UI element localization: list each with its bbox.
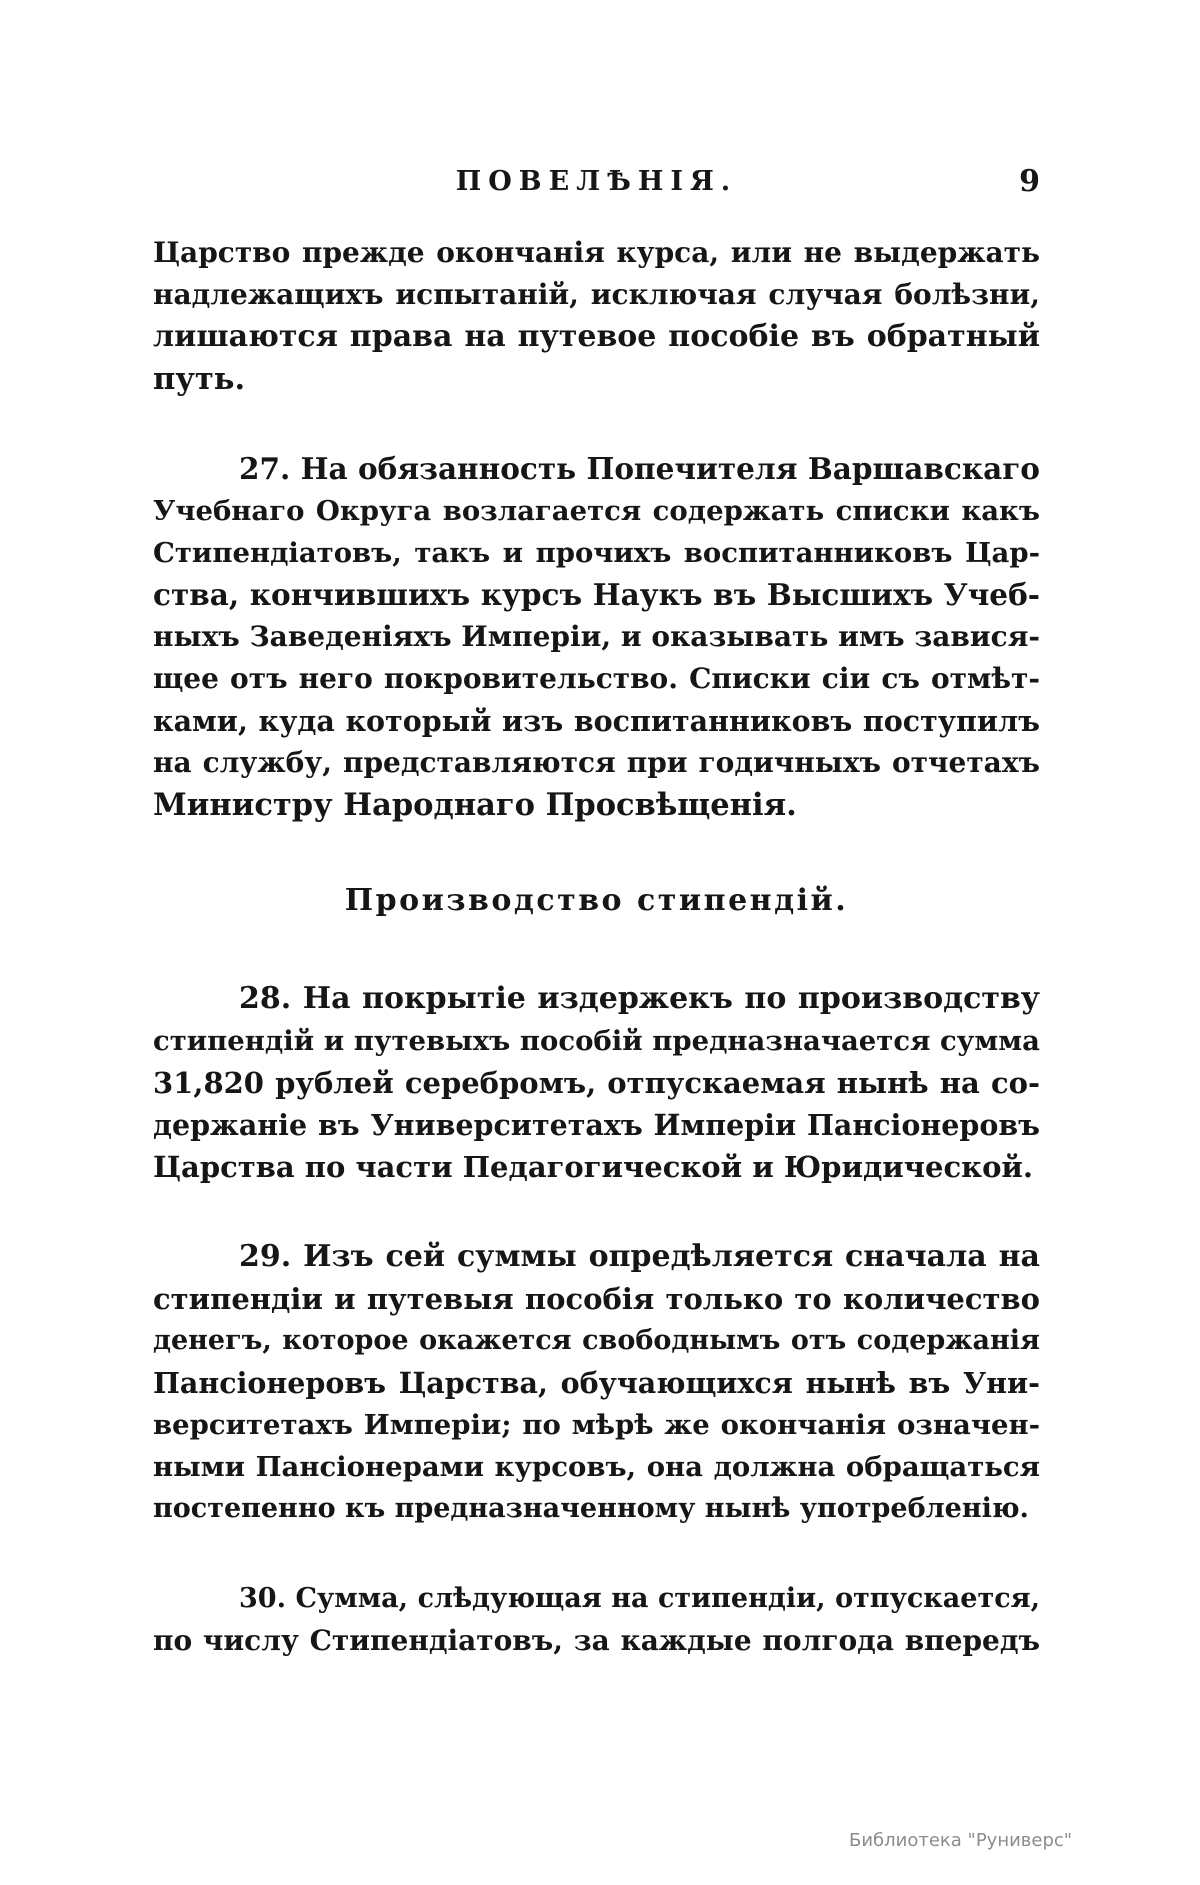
paragraph-28 [153,978,1040,1188]
paragraph-30 [153,1578,1040,1662]
body-text [153,232,1040,1662]
text-line: Учебнаго Округа возлагается содержать списки какъ [153,495,1040,527]
text-line: лишаются права на путевое пособіе въ обратный [153,319,1040,354]
text-line: стипендіи и путевыя пособія только то количество [153,1282,1040,1316]
running-head: ПОВЕЛѢНІЯ. [455,166,738,197]
text-line: Царство прежде окончанія курса, или не выдержать [153,236,1040,269]
text-line: 27. На обязанность Попечителя Варшавскаго [239,451,1040,486]
library-watermark: Библиотека "Руниверс" [849,1830,1073,1851]
text-line: верситетахъ Имперіи; по мѣрѣ же окончанія означен- [153,1409,1040,1441]
text-line: 31,820 рублей серебромъ, отпускаемая нынѣ на со- [153,1066,1040,1100]
text-line: Царства по части Педагогической и Юридической. [153,1150,1034,1184]
section-heading: Производство стипендій. [344,883,849,918]
text-line: щее отъ него покровительство. Списки сіи съ отмѣт- [153,662,1040,695]
text-line: Пансіонеровъ Царства, обучающихся нынѣ въ Уни- [153,1366,1040,1400]
text-line: постепенно къ предназначенному нынѣ употребленію. [153,1493,1029,1524]
paragraph-continuation [153,232,1040,400]
text-line: ными Пансіонерами курсовъ, она должна обращаться [153,1451,1040,1483]
text-line: 29. Изъ сей суммы опредѣляется сначала на [239,1239,1040,1274]
text-line: путь. [153,361,246,397]
text-line: держаніе въ Университетахъ Имперіи Пансіонеровъ [153,1108,1040,1142]
text-line: стипендій и путевыхъ пособій предназначается сумма [153,1025,1040,1057]
text-line: ныхъ Заведеніяхъ Имперіи, и оказывать имъ завися- [153,620,1040,653]
page-number: 9 [1019,164,1040,199]
paragraph-29 [153,1236,1040,1530]
text-line: ства, кончившихъ курсъ Наукъ въ Высшихъ Учеб- [153,577,1040,612]
text-line: 30. Сумма, слѣдующая на стипендіи, отпускается, [239,1583,1040,1614]
text-line: по числу Стипендіатовъ, за каждые полгода впередъ [153,1624,1040,1657]
text-line: Министру Народнаго Просвѣщенія. [153,787,797,823]
text-line: ками, куда который изъ воспитанниковъ поступилъ [153,704,1040,738]
page-header [153,164,1040,200]
paragraph-27 [153,448,1040,826]
text-line: надлежащихъ испытаній, исключая случая болѣзни, [153,278,1040,311]
text-line: на службу, представляются при годичныхъ отчетахъ [153,746,1040,779]
text-line: 28. На покрытіе издержекъ по производству [239,981,1040,1016]
text-line: денегъ, которое окажется свободнымъ отъ содержанія [153,1325,1040,1356]
text-line: Стипендіатовъ, такъ и прочихъ воспитанниковъ Цар- [153,537,1040,569]
